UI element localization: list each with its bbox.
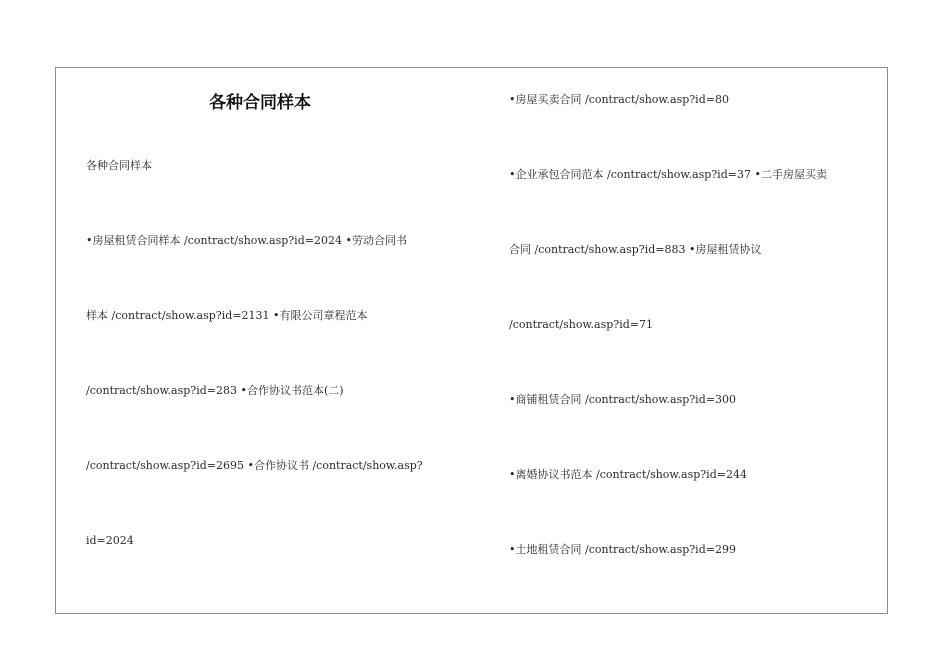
right-line-4: /contract/show.asp?id=71 (509, 318, 653, 331)
right-line-5: •商铺租赁合同 /contract/show.asp?id=300 (509, 393, 736, 406)
right-line-7: •土地租赁合同 /contract/show.asp?id=299 (509, 543, 736, 556)
left-line-6: id=2024 (86, 534, 134, 547)
left-line-3: 样本 /contract/show.asp?id=2131 •有限公司章程范本 (86, 309, 368, 322)
page-frame (55, 67, 888, 614)
left-line-2: •房屋租赁合同样本 /contract/show.asp?id=2024 •劳动合同书 (86, 234, 407, 247)
right-line-1: •房屋买卖合同 /contract/show.asp?id=80 (509, 93, 729, 106)
right-line-6: •离婚协议书范本 /contract/show.asp?id=244 (509, 468, 747, 481)
left-line-1: 各种合同样本 (86, 159, 152, 172)
left-line-5: /contract/show.asp?id=2695 •合作协议书 /contract/show.asp? (86, 459, 423, 472)
right-line-2: •企业承包合同范本 /contract/show.asp?id=37 •二手房屋买卖 (509, 168, 827, 181)
document-title: 各种合同样本 (209, 93, 311, 113)
left-line-4: /contract/show.asp?id=283 •合作协议书范本(二) (86, 384, 344, 397)
right-line-3: 合同 /contract/show.asp?id=883 •房屋租赁协议 (509, 243, 762, 256)
